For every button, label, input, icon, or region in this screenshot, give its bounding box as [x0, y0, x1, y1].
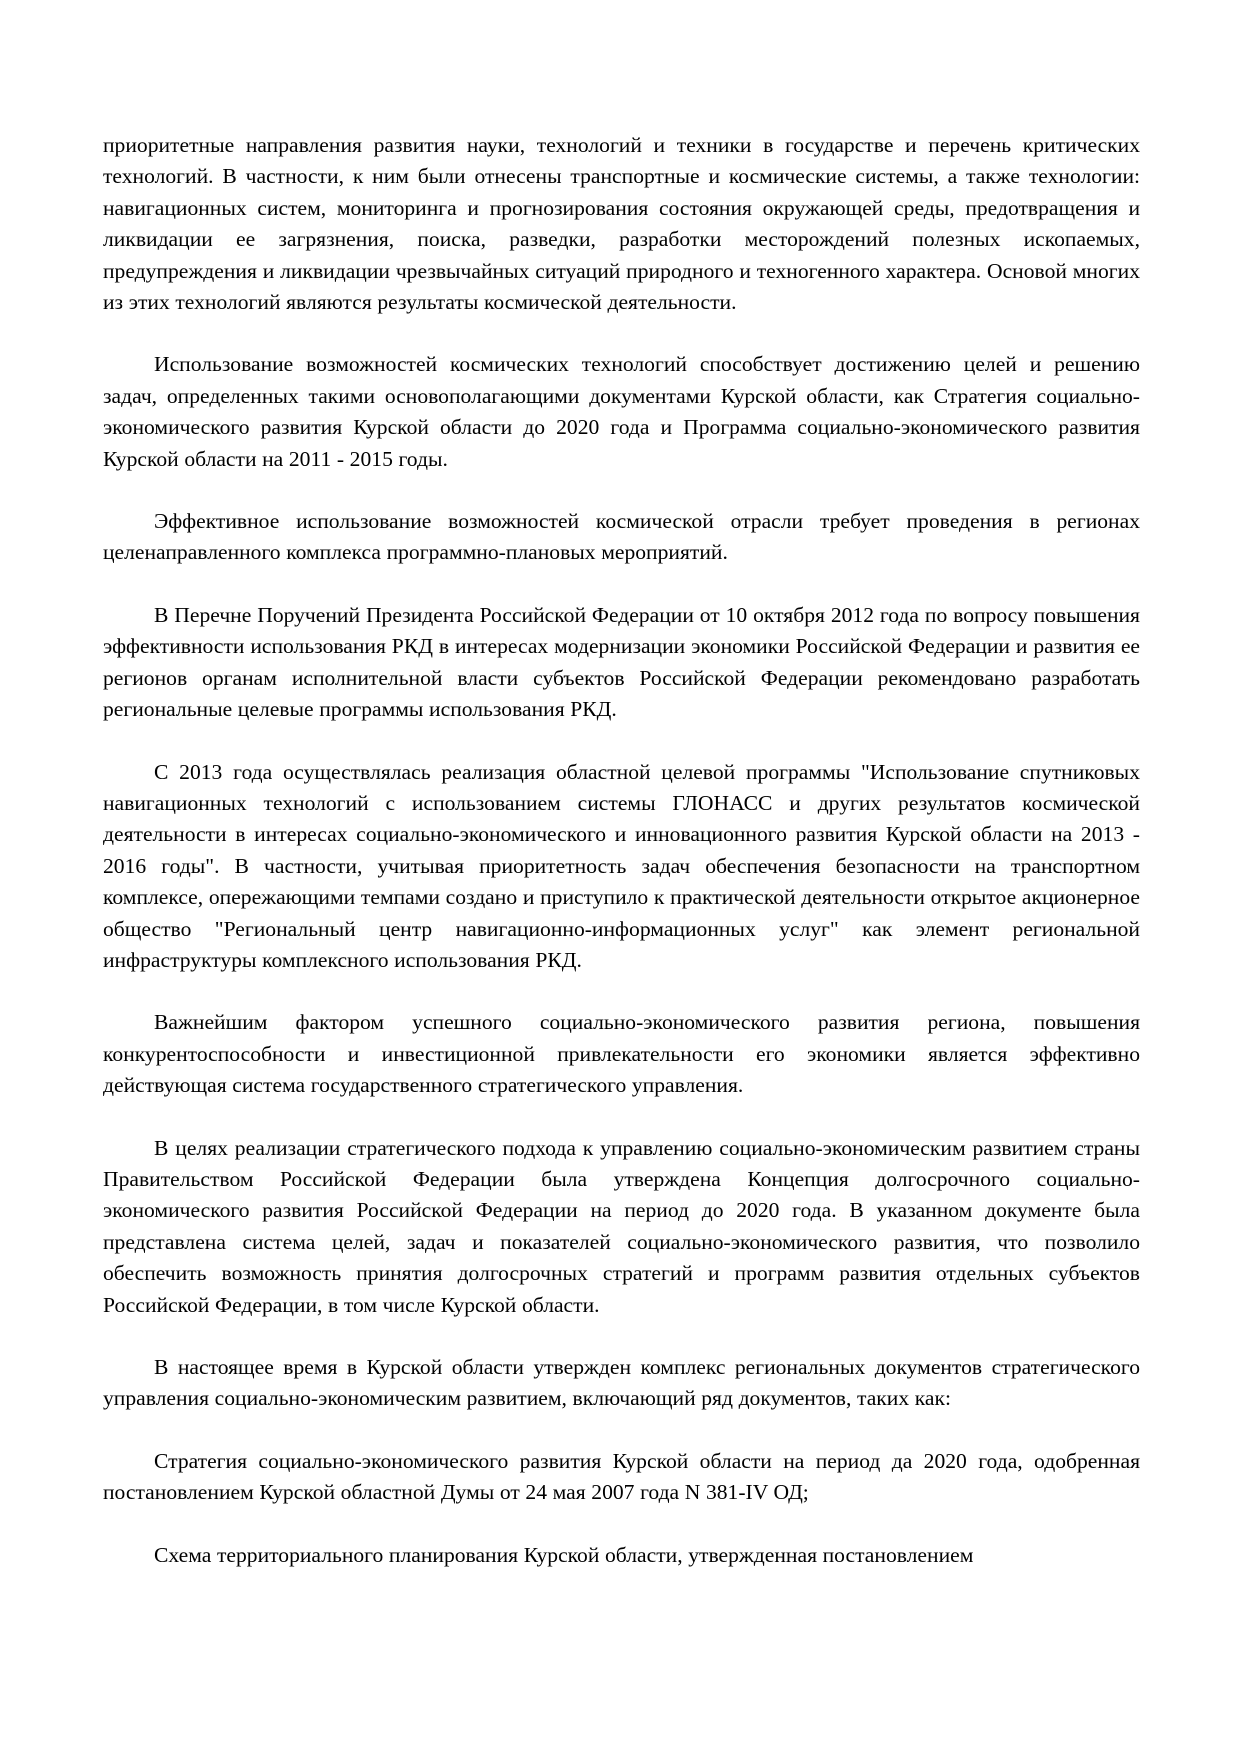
paragraph-9: Стратегия социально-экономического развития Курской области на период да 2020 года, одобренная постановлением Курской областной Думы от 24 мая 2007 года N 381-IV ОД;	[103, 1448, 1140, 1505]
paragraph-10: Схема территориального планирования Курской области, утвержденная постановлением	[154, 1542, 974, 1567]
document-body	[103, 130, 1140, 1571]
paragraph-8: В настоящее время в Курской области утвержден комплекс региональных документов стратегического управления социально-экономическим развитием, включающий ряд документов, таких как:	[103, 1355, 1140, 1411]
paragraph-6: Важнейшим фактором успешного социально-экономического развития региона, повышения конкурентоспособности и инвестиционной привлекательности его экономики является эффективно действующая система государственного стратегического управления.	[103, 1010, 1140, 1098]
paragraph-7: В целях реализации стратегического подхода к управлению социально-экономическим развитием страны Правительством Российской Федерации была утверждена Концепция долгосрочного социально-экономического развития Российской Федерации на период до 2020 года. В указанном документе была представлена система целей, задач и показателей социально-экономического развития, что позволило обеспечить возможность принятия долгосрочных стратегий и программ развития отдельных субъектов Российской Федерации, в том числе Курской области.	[103, 1135, 1140, 1317]
paragraph-3: Эффективное использование возможностей космической отрасли требует проведения в регионах целенаправленного комплекса программно-плановых мероприятий.	[103, 509, 1140, 565]
paragraph-4: В Перечне Поручений Президента Российской Федерации от 10 октября 2012 года по вопросу повышения эффективности использования РКД в интересах модернизации экономики Российской Федерации и развития ее регионов органам исполнительной власти субъектов Российской Федерации рекомендовано разработать региональные целевые программы использования РКД.	[103, 602, 1140, 722]
paragraph-1: приоритетные направления развития науки, технологий и техники в государстве и перечень критических технологий. В частности, к ним были отнесены транспортные и космические системы, а также технологии: навигационных систем, мониторинга и прогнозирования состояния окружающей среды, предотвращения и ликвидации ее загрязнения, поиска, разведки, разработки месторождений полезных ископаемых, предупреждения и ликвидации чрезвычайных ситуаций природного и техногенного характера. Основой многих из этих технологий являются результаты космической деятельности.	[103, 133, 1140, 315]
paragraph-5: С 2013 года осуществлялась реализация областной целевой программы "Использование спутниковых навигационных технологий с использованием системы ГЛОНАСС и других результатов космической деятельности в интересах социально-экономического и инновационного развития Курской области на 2013 - 2016 годы". В частности, учитывая приоритетность задач обеспечения безопасности на транспортном комплексе, опережающими темпами создано и приступило к практической деятельности открытое акционерное общество "Региональный центр навигационно-информационных услуг" как элемент региональной инфраструктуры комплексного использования РКД.	[103, 759, 1140, 972]
paragraph-2: Использование возможностей космических технологий способствует достижению целей и решению задач, определенных такими основополагающими документами Курской области, как Стратегия социально-экономического развития Курской области до 2020 года и Программа социально-экономического развития Курской области на 2011 - 2015 годы.	[103, 352, 1140, 471]
